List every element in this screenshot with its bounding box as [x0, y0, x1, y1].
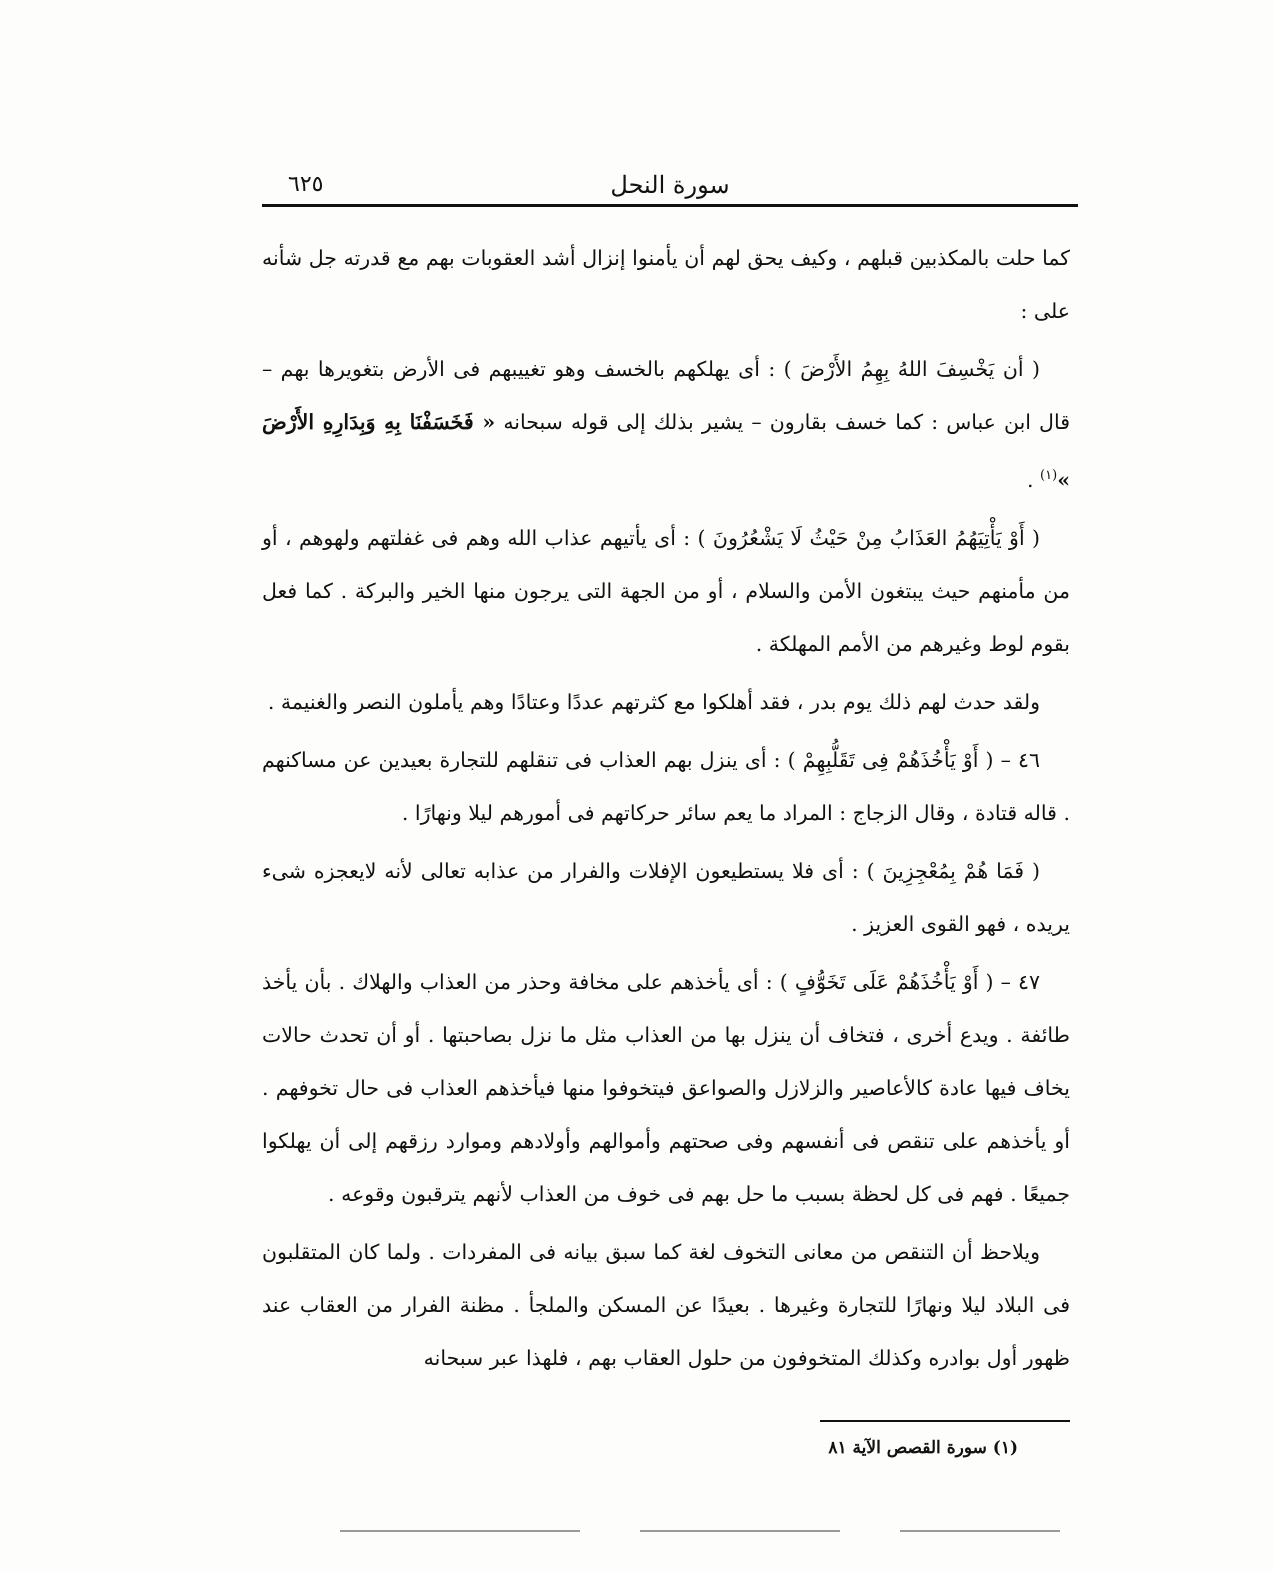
- scan-edge-line: [640, 1530, 840, 1532]
- paragraph: [262, 845, 1070, 951]
- commentary-text: [262, 232, 1070, 1385]
- header-rule: [262, 204, 1078, 207]
- text-run: كما حلت بالمكذبين قبلهم ، وكيف يحق لهم أن يأمنوا إنزال أشد العقوبات بهم مع قدرته جل شأنه على :: [262, 246, 1070, 323]
- quranic-quote: « فَخَسَفْنَا بِهِ وَبِدَارِهِ الأَرْضَ »: [262, 410, 1070, 492]
- footnote-rule: [820, 1420, 1070, 1422]
- page-header: [262, 168, 1078, 202]
- surah-title: سورة النحل: [610, 171, 730, 199]
- scan-edge-line: [900, 1530, 1060, 1532]
- paragraph: [262, 956, 1070, 1221]
- text-run: ولقد حدث لهم ذلك يوم بدر ، فقد أهلكوا مع كثرتهم عددًا وعتادًا وهم يأملون النصر والغنيمة .: [267, 689, 1040, 714]
- text-run: ٤٦ – ( أَوْ يَأْخُذَهُمْ فِى تَقَلُّبِهِمْ ) : أى ينزل بهم العذاب فى تنقلهم للتجارة بعيدين عن مساكنهم . قاله قتادة ، وقال الزجاج : المراد ما يعم سائر حركاتهم فى أمورهم ليلا ونهارًا .: [262, 747, 1070, 825]
- text-run: .: [1027, 467, 1041, 492]
- paragraph: [262, 343, 1070, 507]
- text-run: ويلاحظ أن التنقص من معانى التخوف لغة كما سبق بيانه فى المفردات . ولما كان المتقلبون فى البلاد ليلا ونهارًا للتجارة وغيرها . بعيدًا عن المسكن والملجأ . مظنة الفرار من العقاب عند ظهور أول بوادره وكذلك المتخوفون من حلول العقاب بهم ، فلهذا عبر سبحانه: [262, 1239, 1070, 1370]
- scan-edge-line: [340, 1530, 580, 1532]
- paragraph: [262, 676, 1070, 729]
- text-run: ( فَمَا هُمْ بِمُعْجِزِينَ ) : أى فلا يستطيعون الإفلات والفرار من عذابه تعالى لأنه لايعجزه شىء يريده ، فهو القوى العزيز .: [262, 858, 1070, 936]
- footnote: (١) سورة القصص الآية ٨١: [828, 1438, 1018, 1458]
- paragraph: [262, 734, 1070, 840]
- text-run: ( أَوْ يَأْتِيَهُمُ العَذَابُ مِنْ حَيْثُ لَا يَشْعُرُونَ ) : أى يأتيهم عذاب الله وهم فى غفلتهم ولهوهم ، أو من مأمنهم حيث يبتغون الأمن والسلام ، أو من الجهة التى يرجون منها الخير والبركة . كما فعل بقوم لوط وغيرهم من الأمم المهلكة .: [262, 525, 1070, 656]
- paragraph: [262, 512, 1070, 671]
- text-run: ٤٧ – ( أَوْ يَأْخُذَهُمْ عَلَى تَخَوُّفٍ ) : أى يأخذهم على مخافة وحذر من العذاب والهلاك . بأن يأخذ طائفة . ويدع أخرى ، فتخاف أن ينزل بها من العذاب مثل ما نزل بصاحبتها . أو أن تحدث حالات يخاف فيها عادة كالأعاصير والزلازل والصواعق فيتخوفوا منها فيأخذهم العذاب فى حال تخوفهم . أو يأخذهم على تنقص فى أنفسهم وفى صحتهم وأموالهم وأولادهم وموارد رزقهم إلى أن يهلكوا جميعًا . فهم فى كل لحظة بسبب ما حل بهم فى خوف من العذاب لأنهم يترقبون وقوعه .: [262, 969, 1070, 1206]
- paragraph: [262, 1226, 1070, 1385]
- footnote-marker: (١): [1040, 468, 1058, 483]
- page-number: ٦٢٥: [288, 172, 324, 197]
- paragraph: [262, 232, 1070, 338]
- text-run: ( أن يَخْسِفَ اللهُ بِهِمُ الأَرْضَ ) : أى يهلكهم بالخسف وهو تغييبهم فى الأرض بتغويرها بهم – قال ابن عباس : كما خسف بقارون – يشير بذلك إلى قوله سبحانه: [262, 357, 1070, 434]
